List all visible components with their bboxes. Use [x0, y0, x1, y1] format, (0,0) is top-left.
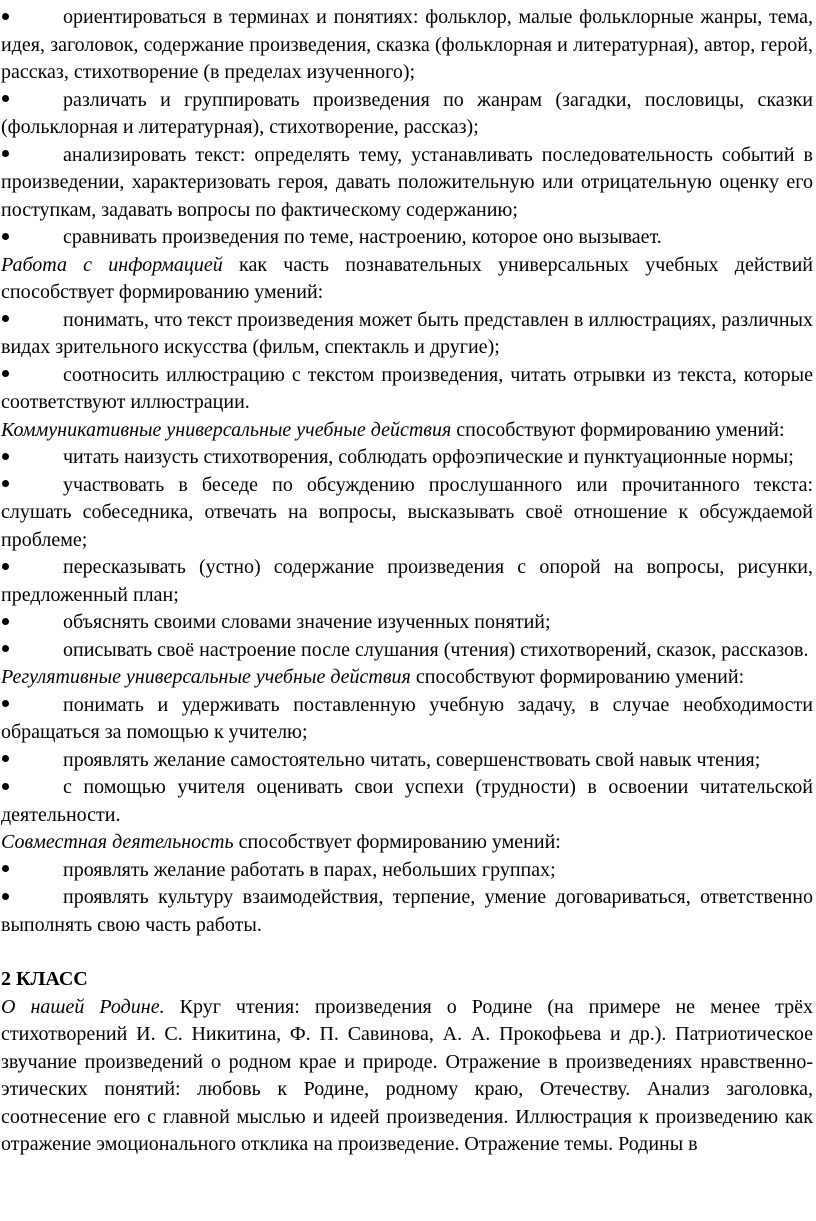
comm-lead: Коммуникативные универсальные учебные действия: [1, 418, 452, 441]
list-item: понимать, что текст произведения может быть представлен в иллюстрациях, различных видах зрительного искусства (фильм, спектакль и другие);: [1, 308, 813, 358]
list-item: различать и группировать произведения по жанрам (загадки, пословицы, сказки (фольклорная и литературная), стихотворение, рассказ);: [1, 88, 813, 138]
bullet-icon: [1, 857, 63, 885]
list-item: понимать и удерживать поставленную учебную задачу, в случае необходимости обращаться за помощью к учителю;: [1, 693, 813, 743]
bullet-icon: [1, 554, 63, 582]
bullet-icon: [1, 774, 63, 802]
grade-heading: 2 КЛАСС: [1, 968, 88, 990]
bullet-icon: [1, 884, 63, 912]
list-item: сравнивать произведения по теме, настроению, которое оно вызывает.: [1, 224, 813, 252]
grade2-paragraph: О нашей Родине. Круг чтения: произведения о Родине (на примере не менее трёх стихотворений И. С. Никитина, Ф. П. Савинова, А. А. Прокофьева и др.). Патриотическое звучание произведений о родном крае и природе. Отражение в произведениях нравственно-этических понятий: любовь к Родине, родному краю, Отечеству. Анализ заголовка, соотнесение его с главной мыслью и идеей произведения. Иллюстрация к произведению как отражение эмоционального отклика на произведение. Отражение темы. Родины в: [1, 995, 813, 1155]
bullet-icon: [1, 142, 63, 170]
list-item: пересказывать (устно) содержание произведения с опорой на вопросы, рисунки, предложенный план;: [1, 556, 813, 606]
list-item: с помощью учителя оценивать свои успехи (трудности) в освоении читательской деятельности.: [1, 776, 813, 826]
joint-paragraph: Совместная деятельность способствует формированию умений:: [1, 831, 561, 853]
grade2-lead: О нашей Родине.: [1, 995, 165, 1018]
list-item: соотносить иллюстрацию с текстом произведения, читать отрывки из текста, которые соответствуют иллюстрации.: [1, 363, 813, 413]
joint-lead: Совместная деятельность: [1, 831, 234, 853]
list-item: проявлять желание работать в парах, небольших группах;: [1, 857, 813, 885]
info-paragraph: Работа с информацией как часть познавательных универсальных учебных действий способствует формированию умений:: [1, 253, 813, 303]
list-item: читать наизусть стихотворения, соблюдать орфоэпические и пунктуационные нормы;: [1, 444, 813, 472]
bullet-icon: [1, 87, 63, 115]
bullet-icon: [1, 609, 63, 637]
list-item: проявлять желание самостоятельно читать, совершенствовать свой навык чтения;: [1, 747, 813, 775]
list-item: ориентироваться в терминах и понятиях: фольклор, малые фольклорные жанры, тема, идея, заголовок, содержание произведения, сказка (фольклорная и литературная), автор, герой, рассказ, стихотворение (в пределах изученного);: [1, 6, 813, 83]
bullet-icon: [1, 444, 63, 472]
list-item: объяснять своими словами значение изученных понятий;: [1, 609, 813, 637]
bullet-icon: [1, 362, 63, 390]
list-item: описывать своё настроение после слушания (чтения) стихотворений, сказок, рассказов.: [1, 637, 813, 665]
reg-paragraph: Регулятивные универсальные учебные действия способствуют формированию умений:: [1, 666, 745, 688]
spacer: [1, 939, 813, 966]
bullet-icon: [1, 637, 63, 665]
bullet-icon: [1, 224, 63, 252]
list-item: участвовать в беседе по обсуждению прослушанного или прочитанного текста: слушать собеседника, отвечать на вопросы, высказывать своё отношение к обсуждаемой проблеме;: [1, 473, 813, 551]
list-item: проявлять культуру взаимодействия, терпение, умение договариваться, ответственно выполнять свою часть работы.: [1, 886, 813, 936]
bullet-icon: [1, 4, 63, 32]
reg-lead: Регулятивные универсальные учебные действия: [1, 666, 411, 688]
list-item: анализировать текст: определять тему, устанавливать последовательность событий в произведении, характеризовать героя, давать положительную или отрицательную оценку его поступкам, задавать вопросы по фактическому содержанию;: [1, 143, 813, 221]
bullet-icon: [1, 692, 63, 720]
info-lead: Работа с информацией: [1, 253, 223, 276]
bullet-icon: [1, 472, 63, 500]
bullet-icon: [1, 307, 63, 335]
comm-paragraph: Коммуникативные универсальные учебные действия способствуют формированию умений:: [1, 418, 785, 441]
bullet-icon: [1, 747, 63, 775]
